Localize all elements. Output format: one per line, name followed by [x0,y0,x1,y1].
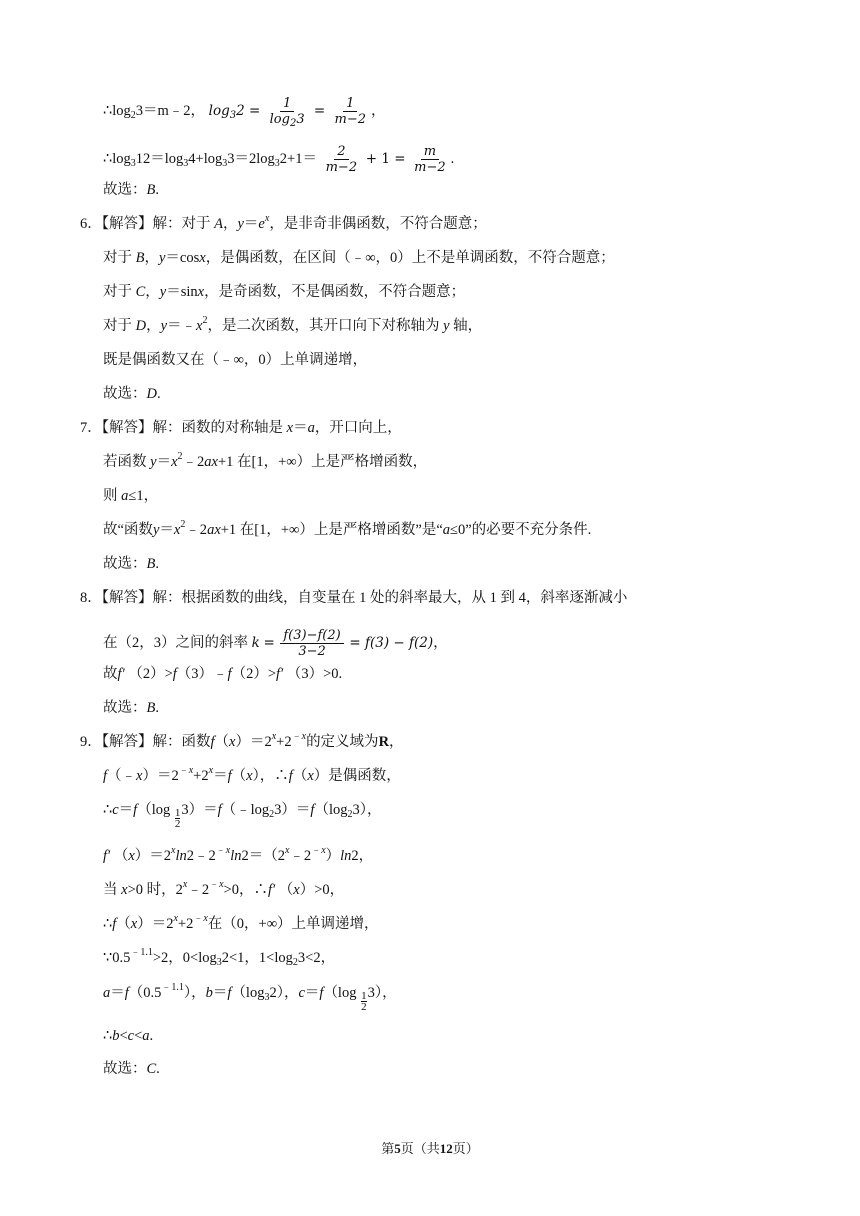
text: （ [113,848,129,864]
numerator: m [421,144,439,160]
text: 3）， [367,985,397,1001]
math-var: a [142,1028,150,1044]
math-var: x [197,284,205,300]
text: . [450,150,455,167]
answer-letter: B [146,700,156,716]
math-var: f [288,768,293,784]
text: . [155,700,159,716]
math-var: x [173,522,181,538]
math-var: x [307,768,314,784]
text: （ [116,916,131,932]
math-text: 3 [296,112,305,127]
question-6-line [80,214,487,234]
text: ， [433,634,448,651]
solution-line [103,96,386,127]
text: （3）﹣ [176,666,228,682]
math-var: a [121,488,129,504]
text: ）＝2 [142,768,179,784]
math-expression: = f(3) − f(2) [349,634,434,651]
solution-line [103,520,591,540]
text: 2<1，1<log [221,950,293,966]
math-var: x [199,250,206,266]
solution-line [103,1026,153,1046]
text: ，是二次函数，其开口向下对称轴为 [207,318,440,334]
numerator: 1 [361,990,367,1002]
text: ） [325,848,341,864]
math-var: x [128,848,135,864]
math-var: f [227,768,232,784]
solution-line [103,846,373,866]
math-var: y [150,454,157,470]
text: 页） [452,1141,479,1156]
solution-line [103,180,159,200]
superscript: x [171,845,176,856]
text: . [156,386,161,402]
text: . [155,182,159,198]
text: < [119,1028,128,1044]
text: 3<2， [297,950,336,966]
text: ∴ [103,1028,113,1044]
denominator: 2 [174,818,181,830]
subscript: 3 [222,157,228,169]
superscript: x [264,213,270,224]
solution-line [103,698,159,718]
question-number: 8． [80,590,102,606]
subscript: 3 [216,957,222,968]
text: ＝ [304,985,320,1001]
text: 故选： [103,556,147,572]
solution-line [103,1059,160,1079]
solution-line [103,800,381,829]
numerator: 1 [343,96,357,112]
solution-line [103,248,615,268]
text: ，是非奇非偶函数，不符合题意； [269,216,487,232]
option-letter: A [214,216,223,232]
text: ∴ [103,916,113,932]
question-number: 6． [80,216,102,232]
text: . [155,556,159,572]
denominator: m−2 [334,112,367,127]
math-var: c [112,802,119,818]
superscript: x [225,845,231,856]
text: ＝ [293,420,308,436]
text: ）是偶函数， [313,768,401,784]
text: ）>0， [299,882,345,898]
subscript: 3 [264,992,270,1003]
superscript: ﹣ [178,765,189,776]
denominator: 2 [361,1001,367,1013]
text: ＝﹣ [167,318,197,334]
solution-line [103,316,482,336]
equals-sign: = [249,103,261,119]
subscript: 2 [130,110,136,121]
text: 故“函数 [103,522,153,538]
math-var: ln [340,848,352,864]
fraction [280,628,343,659]
equals-sign: = [263,634,275,651]
text: 3＝m﹣2， [135,103,206,119]
text: ， [146,318,161,334]
math-var: f [172,666,177,682]
text: （2）> [128,666,173,682]
text: +2 [177,916,194,932]
superscript: ﹣ [209,879,220,890]
solution-line [103,486,158,506]
math-var: e [258,216,265,232]
math-var: a [103,985,111,1001]
math-var: f [133,802,138,818]
text: 对于 [103,284,132,300]
superscript: x [203,913,208,924]
numerator: 1 [280,96,294,112]
solution-line [103,384,161,404]
math-var: x [246,768,253,784]
text: +2 [276,734,292,750]
text: ）＝2 [235,734,272,750]
question-7-line [80,418,402,438]
question-number: 9． [80,734,102,750]
solution-line [103,766,401,786]
text: 轴， [453,318,483,334]
option-letter: D [135,318,147,334]
page-total: 12 [439,1141,453,1156]
text: （log [137,802,171,818]
text: 则 [103,488,118,504]
solution-line [103,983,397,1012]
text: 3）＝ [274,802,311,818]
fraction-subscript [361,991,367,1012]
math-var: ax [204,454,218,470]
math-var: f [103,768,108,784]
superscript: x [301,731,307,742]
superscript: ﹣ [311,845,322,856]
text: ﹣2 [182,454,205,470]
text: ＝ [243,216,259,232]
math-var: f [210,734,215,750]
math-var: y [237,216,244,232]
text: 2＝（2 [241,848,285,864]
superscript: x [188,765,194,776]
option-letter: B [135,250,145,266]
numerator: 1 [174,807,181,819]
fraction [267,96,308,127]
superscript: x [182,879,188,890]
math-var: f [319,985,324,1001]
answer-letter: B [146,556,156,572]
text: ∴log [103,103,131,119]
question-8-line [80,588,627,608]
fraction-subscript [175,808,181,829]
text: （3）>0. [286,666,343,682]
text: 4+log [188,150,223,167]
text: ﹣2 [289,848,312,864]
text: ∴log [103,150,131,167]
text: （0.5 [128,985,162,1001]
math-var: x [130,916,138,932]
superscript: ﹣ [215,845,226,856]
math-var: x [121,882,128,898]
solution-line [103,880,344,900]
text: 的定义域为 [306,734,379,750]
fraction [323,144,361,175]
text: ∴ [103,802,113,818]
text: ， [222,216,238,232]
text: ﹣2 [187,882,210,898]
solution-line [103,350,367,370]
text: （log [323,985,357,1001]
text: ＝ [159,522,174,538]
text: ＝cos [165,250,200,266]
text: 2﹣2 [186,848,216,864]
text: ∵0.5 [103,950,131,966]
subscript: 2 [289,118,297,129]
equals-sign: = [313,103,326,119]
text: ）＝2 [134,848,172,864]
text: ＝ [118,802,134,818]
superscript: 2 [177,451,183,462]
text: ≤1， [128,488,159,504]
superscript: ﹣ [291,731,302,742]
text: < [134,1028,143,1044]
math-var: f′ [117,666,125,682]
math-var: y [159,284,167,300]
text: ＝ [213,768,228,784]
answer-letter: C [146,1061,157,1077]
text: 【解答】解：根据函数的曲线，自变量在 1 处的斜率最大，从 1 到 4，斜率逐渐减小 [101,590,628,606]
text: ， [144,250,159,266]
solution-line [103,144,454,175]
math-var: f [227,985,232,1001]
math-var: f [217,802,222,818]
subscript: 2 [269,809,275,820]
math-var: f′ [103,848,111,864]
subscript: 2 [347,809,353,820]
math-var: a [307,420,315,436]
question-9-line [80,732,404,752]
math-var: b [112,1028,120,1044]
text: 2， [351,848,374,864]
math-var: y [158,250,166,266]
subscript: 3 [229,110,237,121]
superscript: x [219,879,224,890]
math-var: x [136,768,143,784]
text: 3）＝ [181,802,218,818]
text: +2 [193,768,209,784]
text: 2+1＝ [279,150,317,167]
math-text: log [208,103,230,119]
text: ，开口向上， [314,420,402,436]
answer-letter: B [146,182,156,198]
text: ﹣2 [185,522,208,538]
text: ＝ [110,985,125,1001]
text: 在（2，3）之间的斜率 [103,634,248,651]
text: ）＝2 [137,916,174,932]
text: +1 在[1，+∞）上是严格增函数”是“ [220,522,443,538]
page-number: 5 [394,1141,401,1156]
math-var: x [196,318,203,334]
superscript: x [321,845,326,856]
text: . [149,1028,154,1044]
text: 【解答】解：函数 [101,734,211,750]
solution-line [103,948,335,968]
text: 对于 [103,250,132,266]
text: ＝ [156,454,172,470]
question-number: 7． [80,420,102,436]
solution-line [103,914,379,934]
text: ， [389,734,404,750]
text: 故选： [103,700,147,716]
answer-letter: D [146,386,157,402]
text: 故选： [103,182,147,198]
superscript: 2 [202,315,208,326]
page-footer [0,1138,860,1157]
text: 既是偶函数又在（﹣∞，0）上单调递增， [103,352,368,368]
text: 在（0，+∞）上单调递增， [207,916,379,932]
text: 12＝log [135,150,184,167]
numerator: 2 [334,144,348,160]
text: （ [292,768,308,784]
solution-line [103,664,342,684]
math-var: y [443,318,450,334]
text: . [156,1061,160,1077]
denominator: m−2 [325,160,358,175]
solution-line [103,452,427,472]
text: 页（共 [400,1141,440,1156]
text: （ [214,734,230,750]
text: ＝sin [166,284,198,300]
superscript: x [208,765,214,776]
math-var: x [286,420,294,436]
text: 当 [103,882,118,898]
text: ），∴ [252,768,289,784]
math-var: f [310,802,315,818]
denominator [267,112,308,127]
math-var: y [152,522,160,538]
text: ）， [183,985,206,1001]
text: ， [145,284,160,300]
text: 3）， [352,802,382,818]
solution-line [103,282,465,302]
text: >0，∴ [223,882,268,898]
text: 【解答】解：对于 [101,216,211,232]
math-var: f [124,985,129,1001]
fraction [332,96,370,127]
text: +1 在[1，+∞）上是严格增函数， [217,454,428,470]
text: （﹣ [107,768,137,784]
numerator: f(3)−f(2) [280,628,343,644]
math-text: + 1 = [365,150,406,167]
superscript: ﹣1.1 [161,982,184,993]
text: ≤0”的必要不充分条件. [450,522,592,538]
solution-line [103,628,448,659]
text: 【解答】解：函数的对称轴是 [101,420,283,436]
superscript: x [271,731,277,742]
text: 若函数 [103,454,147,470]
text: 3＝2log [227,150,275,167]
text: 对于 [103,318,132,334]
math-var: ln [230,848,242,864]
math-var: c [127,1028,135,1044]
option-letter: C [135,284,146,300]
denominator: m−2 [414,160,446,175]
superscript: x [284,845,290,856]
superscript: 2 [180,519,186,530]
solution-line [103,554,159,574]
superscript: ﹣ [193,913,204,924]
superscript: x [173,913,178,924]
math-var: ax [207,522,221,538]
fraction [411,144,449,175]
math-var: f [112,916,117,932]
text: 第 [381,1141,395,1156]
text: >0 时，2 [127,882,183,898]
text: ，是偶函数，在区间（﹣∞，0）上不是单调函数，不符合题意； [205,250,615,266]
text: （2）> [231,666,277,682]
text: 2）， [269,985,299,1001]
text: 故选： [103,1061,147,1077]
text: ，是奇函数，不是偶函数，不符合题意； [204,284,466,300]
text: （ [231,768,247,784]
text: ， [371,103,386,119]
math-var: c [298,985,305,1001]
math-text: 2 [236,103,245,119]
subscript: 3 [274,157,280,169]
subscript: 3 [183,157,189,169]
math-var: x [229,734,236,750]
math-var: ln [175,848,187,864]
subscript: 3 [130,157,136,169]
math-var: x [171,454,178,470]
math-var: f′ [276,666,284,682]
superscript: ﹣1.1 [130,947,153,958]
text: （log [231,985,265,1001]
math-text: log [269,112,290,127]
text: >2，0<log [152,950,217,966]
math-expression [208,96,371,129]
subscript: 2 [292,957,298,968]
text: 故选： [103,386,147,402]
text: （log [314,802,348,818]
math-var: k [251,634,260,651]
math-var: f′ [267,882,276,898]
math-var: f [227,666,232,682]
math-var: b [205,985,213,1001]
text: 故 [103,666,118,682]
math-set: R [378,734,390,750]
text: （ [278,882,294,898]
math-var: y [160,318,168,334]
text: （﹣log [221,802,270,818]
text: ＝ [212,985,228,1001]
math-var: x [293,882,300,898]
math-var: a [442,522,451,538]
denominator: 3−2 [298,644,326,659]
